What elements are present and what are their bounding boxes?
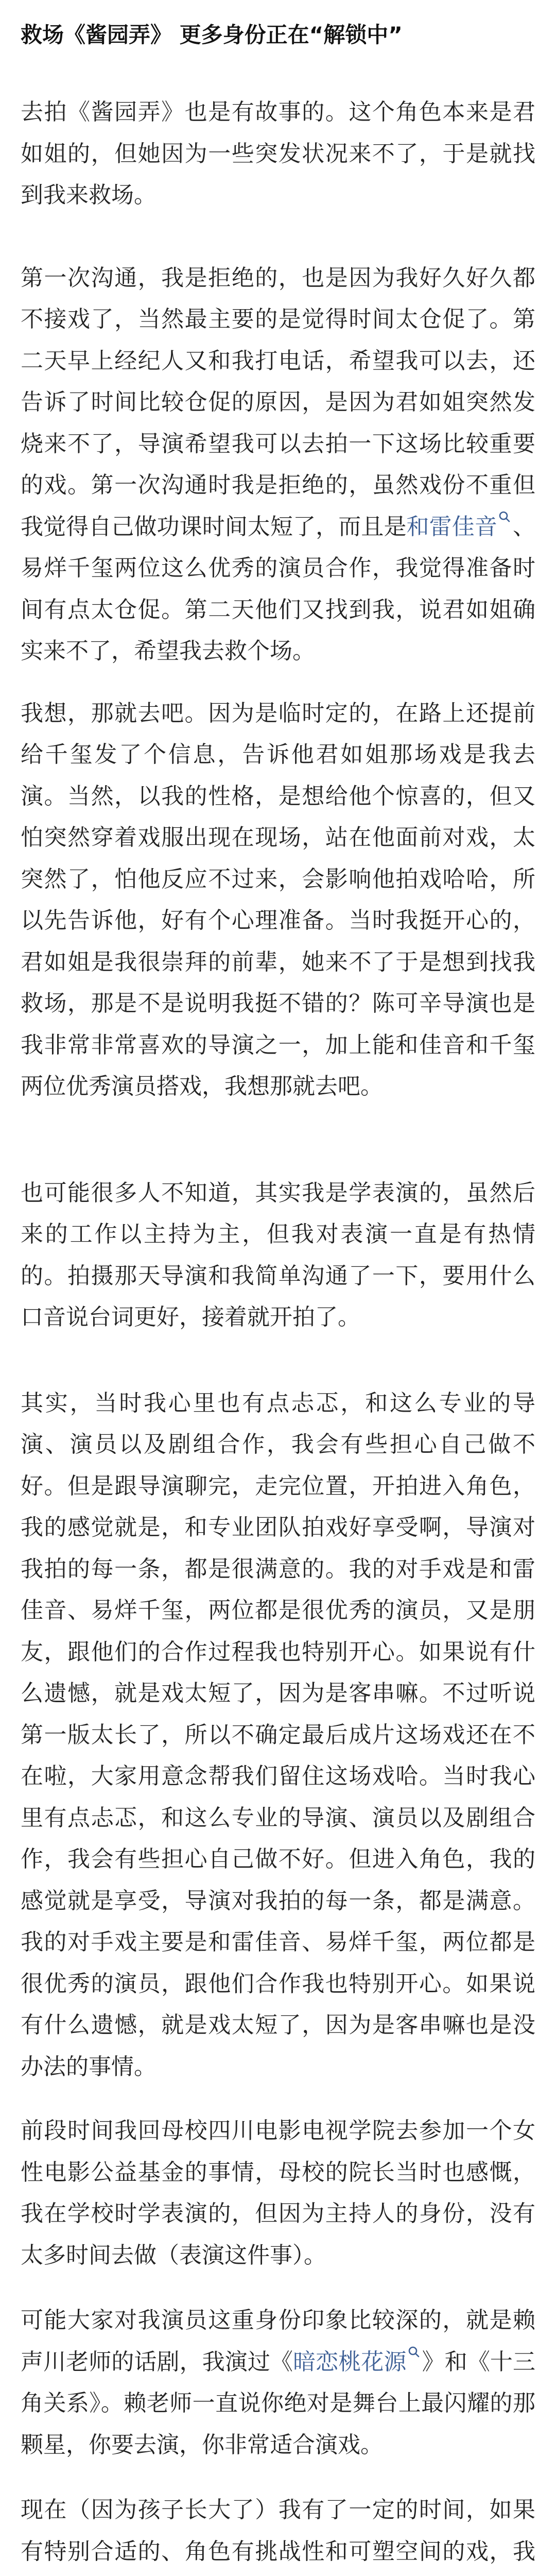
paragraph-7-text-b: 》和《十三角关系》。赖老师一直说你绝对是舞台上最闪耀的那颗星，你要去演，你非常适合演戏。 [21, 2348, 536, 2458]
paragraph-2-text-a: 第一次沟通，我是拒绝的，也是因为我好久好久都不接戏了，当然最主要的是觉得时间太仓促了。第二天早上经纪人又和我打电话，希望我可以去，还告诉了时间比较仓促的原因，是因为君如姐突然发烧来不了，导演希望我可以去拍一下这场比较重要的戏。第一次沟通时我是拒绝的，虽然戏份不重但我觉得自己做功课时间太短了，而且是 [21, 264, 535, 540]
search-link-label: 暗恋桃花源 [293, 2348, 407, 2375]
search-icon [408, 2345, 420, 2359]
search-link-label: 和雷佳音 [406, 513, 497, 540]
search-icon [498, 510, 511, 524]
search-link-anlian-taohuayuan[interactable] [293, 2349, 422, 2375]
paragraph-8: 现在（因为孩子长大了）我有了一定的时间，如果有特别合适的、角色有挑战性和可塑空间的戏，我 [21, 2497, 535, 2565]
search-link-lei-jiayin[interactable] [407, 514, 513, 540]
paragraph-1: 去拍《酱园弄》也是有故事的。这个角色本来是君如姐的，但她因为一些突发状况来不了，于是就找到我来救场。 [21, 99, 535, 208]
paragraph-7-text-a: 可能大家对我演员这重身份印象比较深的，就是赖声川老师的话剧，我演过《 [21, 2307, 535, 2375]
paragraph-2 [21, 258, 535, 672]
paragraph-7 [21, 2300, 535, 2466]
paragraph-6: 前段时间我回母校四川电影电视学院去参加一个女性电影公益基金的事情，母校的院长当时也感慨，我在学校时学表演的，但因为主持人的身份，没有太多时间去做（表演这件事）。 [21, 2117, 535, 2268]
paragraph-5: 其实，当时我心里也有点忐忑，和这么专业的导演、演员以及剧组合作，我会有些担心自己做不好。但是跟导演聊完，走完位置，开拍进入角色，我的感觉就是，和专业团队拍戏好享受啊，导演对我拍的每一条，都是很满意的。我的对手戏是和雷佳音、易烊千玺，两位都是很优秀的演员，又是朋友，跟他们的合作过程我也特别开心。如果说有什么遗憾，就是戏太短了，因为是客串嘛。不过听说第一版太长了，所以不确定最后成片这场戏还在不在啦，大家用意念帮我们留住这场戏哈。当时我心里有点忐忑，和这么专业的导演、演员以及剧组合作，我会有些担心自己做不好。但进入角色，我的感觉就是享受，导演对我拍的每一条，都是满意。我的对手戏主要是和雷佳音、易烊千玺，两位都是很优秀的演员，跟他们合作我也特别开心。如果说有什么遗憾，就是戏太短了，因为是客串嘛也是没办法的事情。 [21, 1389, 535, 2080]
article-title: 救场《酱园弄》 更多身份正在“解锁中” [21, 22, 403, 47]
paragraph-2-text-b: 、易烊千玺两位这么优秀的演员合作，我觉得准备时间有点太仓促。第二天他们又找到我，说君如姐确实来不了，希望我去救个场。 [21, 513, 536, 664]
paragraph-3: 我想，那就去吧。因为是临时定的，在路上还提前给千玺发了个信息，告诉他君如姐那场戏是我去演。当然，以我的性格，是想给他个惊喜的，但又怕突然穿着戏服出现在现场，站在他面前对戏，太突然了，怕他反应不过来，会影响他拍戏哈哈，所以先告诉他，好有个心理准备。当时我挺开心的，君如姐是我很崇拜的前辈，她来不了于是想到找我救场，那是不是说明我挺不错的？陈可辛导演也是我非常非常喜欢的导演之一，加上能和佳音和千玺两位优秀演员搭戏，我想那就去吧。 [21, 700, 535, 1099]
paragraph-4: 也可能很多人不知道，其实我是学表演的，虽然后来的工作以主持为主，但我对表演一直是有热情的。拍摄那天导演和我简单沟通了一下，要用什么口音说台词更好，接着就开拍了。 [21, 1179, 535, 1330]
